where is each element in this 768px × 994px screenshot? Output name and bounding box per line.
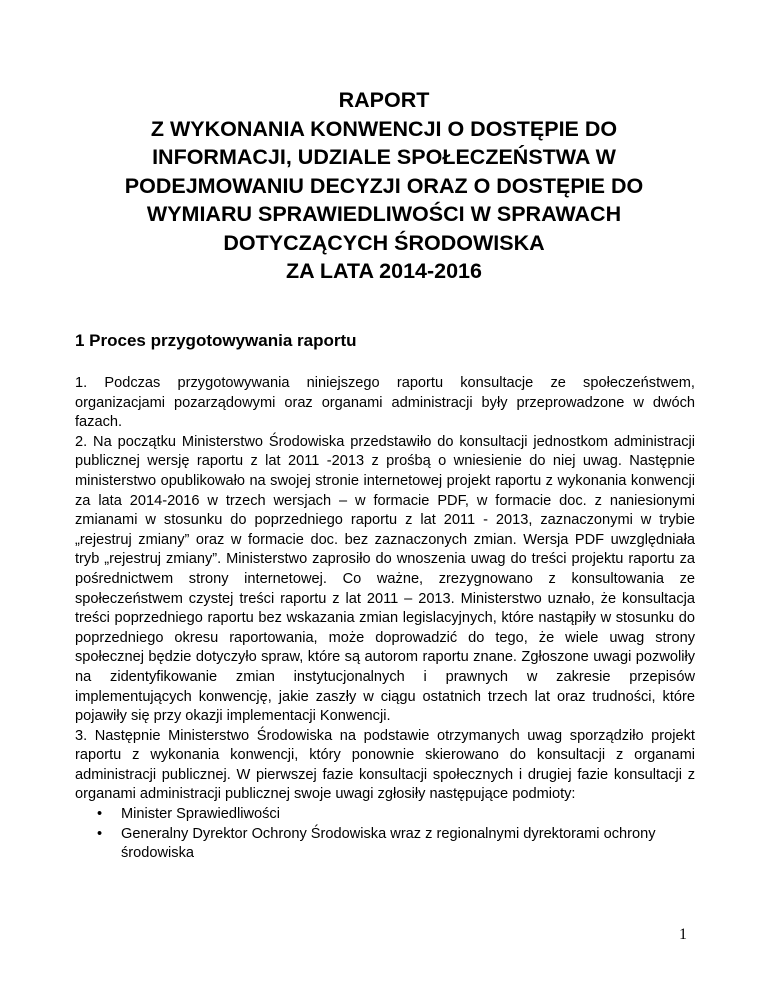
- title-line: RAPORT: [338, 88, 430, 112]
- section-heading: 1 Proces przygotowywania raportu: [75, 331, 357, 350]
- list-item-text: Generalny Dyrektor Ochrony Środowiska wraz z regionalnymi dyrektorami ochrony środowiska: [121, 825, 656, 862]
- title-line: Z WYKONANIA KONWENCJI O DOSTĘPIE DO: [150, 116, 618, 141]
- title-line: WYMIARU SPRAWIEDLIWOŚCI W SPRAWACH: [146, 202, 622, 226]
- body-text: [75, 374, 695, 864]
- paragraph-3: 3. Następnie Ministerstwo Środowiska na podstawie otrzymanych uwag sporządziło projekt raportu z wykonania konwencji, który ponownie skierowano do konsultacji z organami administracji publicznej. W pierwszej fazie konsultacji społecznych i drugiej fazie konsultacji z organami administracji publicznej swoje uwagi zgłosiły następujące podmioty:: [75, 727, 695, 803]
- bullet-icon: •: [97, 806, 103, 823]
- list-item-text: Minister Sprawiedliwości: [121, 806, 280, 823]
- page-number: 1: [679, 926, 687, 943]
- title-line: PODEJMOWANIU DECYZJI ORAZ O DOSTĘPIE DO: [124, 173, 644, 198]
- document-title: [60, 86, 708, 286]
- paragraph-2: 2. Na początku Ministerstwo Środowiska przedstawiło do konsultacji jednostkom administracji publicznej wersję raportu z lat 2011 -2013 z prośbą o wniesienie do niej uwag. Następnie ministerstwo opublikowało na swojej stronie internetowej projekt raportu z wykonania konwencji za lata 2014-2016 w trzech wersjach – w formacie PDF, w formacie doc. z naniesionymi zmianami w stosunku do poprzedniego raportu z lat 2011 - 2013, zaznaczonymi w trybie „rejestruj zmiany” oraz w formacie doc. bez zaznaczonych zmian. Wersja PDF uwzględniała tryb „rejestruj zmiany”. Ministerstwo zaprosiło do wnoszenia uwag do treści projektu raportu za pośrednictwem strony internetowej. Co ważne, zrezygnowano z konsultowania ze społeczeństwem czystej treści raportu z lat 2011 – 2013. Ministerstwo uznało, że konsultacja treści poprzedniego raportu bez wskazania zmian legislacyjnych, które nastąpiły w stosunku do poprzedniego okresu raportowania, może doprowadzić do tego, że wiele uwag strony społecznej będzie dotyczyło spraw, które są autorom raportu znane. Zgłoszone uwagi pozwoliły na zidentyfikowanie zmian instytucjonalnych i prawnych w zakresie przepisów implementujących konwencję, jakie zaszły w ciągu ostatnich trzech lat oraz trudności, które pojawiły się przy okazji implementacji Konwencji.: [75, 433, 695, 725]
- bullet-list: [75, 805, 695, 864]
- paragraph-1: 1. Podczas przygotowywania niniejszego raportu konsultacje ze społeczeństwem, organizacjami pozarządowymi oraz organami administracji były przeprowadzone w dwóch fazach.: [75, 375, 695, 431]
- title-line: DOTYCZĄCYCH ŚRODOWISKA: [223, 230, 545, 255]
- list-item: [75, 805, 695, 825]
- title-line: INFORMACJI, UDZIALE SPOŁECZEŃSTWA W: [152, 145, 616, 169]
- bullet-icon: •: [97, 825, 103, 842]
- list-item: [75, 825, 695, 864]
- title-line: ZA LATA 2014-2016: [286, 259, 482, 283]
